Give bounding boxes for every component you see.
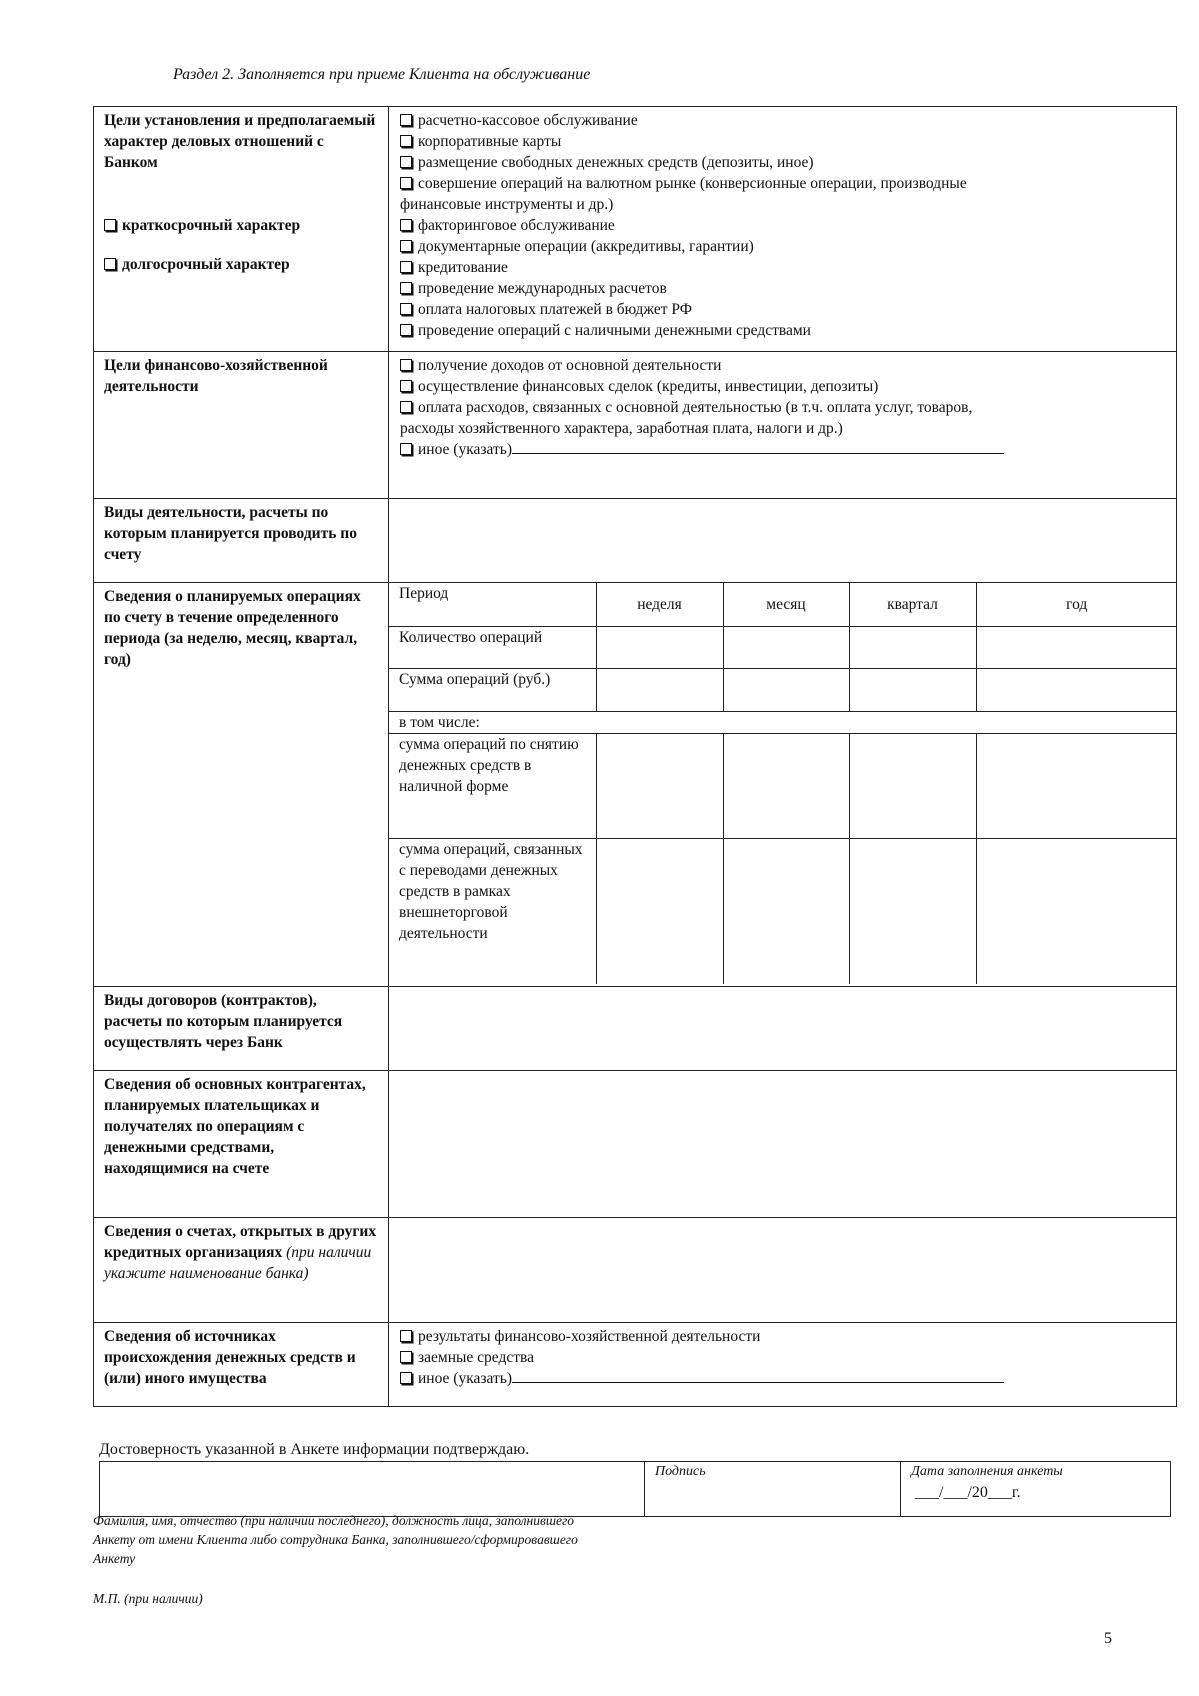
ops-including-row [389, 711, 1177, 733]
period-label: Период [389, 583, 596, 626]
stamp-note: М.П. (при наличии) [93, 1591, 203, 1606]
ops-input-cell[interactable] [596, 838, 723, 984]
contracts-label: Виды договоров (контрактов), расчеты по которым планируется осуществлять через Банк [94, 987, 389, 1071]
date-label: Дата заполнения анкеты [911, 1464, 1063, 1479]
other-accounts-label: Сведения о счетах, открытых в других кредитных организациях [104, 1223, 377, 1261]
sources-option[interactable]: заемные средства [400, 1347, 1166, 1368]
fin-goals-label: Цели финансово-хозяйственной деятельности [94, 352, 389, 499]
ops-header-row [389, 583, 1177, 626]
checkbox-icon[interactable] [400, 282, 412, 294]
row-counterparties [94, 1071, 1177, 1218]
ops-input-cell[interactable] [976, 733, 1177, 838]
goals-option[interactable]: проведение операций с наличными денежными средствами [400, 320, 1166, 341]
date-input-line[interactable]: ___/___/20___г. [915, 1484, 1021, 1501]
confirmation-text: Достоверность указанной в Анкете информации подтверждаю. [99, 1441, 530, 1458]
row-other-accounts [94, 1218, 1177, 1323]
ops-label: Сведения о планируемых операциях по счету в течение определенного периода (за неделю, месяц, квартал, год) [94, 583, 389, 987]
other-accounts-note: (при наличии укажите наименование банка) [104, 1244, 372, 1282]
goals-options-cell [389, 107, 1177, 352]
sum-label: Сумма операций (руб.) [389, 668, 596, 711]
checkbox-icon[interactable] [400, 219, 412, 231]
ops-input-cell[interactable] [849, 733, 976, 838]
questionnaire-table [93, 106, 1177, 1407]
header-quarter: квартал [849, 583, 976, 626]
header-week: неделя [596, 583, 723, 626]
count-label: Количество операций [389, 626, 596, 668]
option-long-term[interactable]: долгосрочный характер [104, 254, 378, 275]
row-operations [94, 583, 1177, 987]
goals-option[interactable]: факторинговое обслуживание [400, 215, 1166, 236]
activities-input-cell[interactable] [389, 499, 1177, 583]
operations-table [389, 583, 1177, 984]
checkbox-icon[interactable] [400, 401, 412, 413]
checkbox-icon[interactable] [104, 219, 116, 231]
ops-input-cell[interactable] [723, 626, 849, 668]
ops-input-cell[interactable] [976, 838, 1177, 984]
ops-foreign-row [389, 838, 1177, 984]
goals-option[interactable]: размещение свободных денежных средств (депозиты, иное) [400, 152, 1166, 173]
date-cell[interactable] [901, 1462, 1171, 1517]
row-fin-goals [94, 352, 1177, 499]
foreign-label: сумма операций, связанных с переводами денежных средств в рамках внешнеторговой деятельности [389, 838, 596, 984]
ops-input-cell[interactable] [596, 733, 723, 838]
fin-goals-option-continued: расходы хозяйственного характера, заработная плата, налоги и др.) [400, 420, 843, 437]
checkbox-icon[interactable] [400, 240, 412, 252]
checkbox-icon[interactable] [400, 1330, 412, 1342]
goals-option[interactable]: документарные операции (аккредитивы, гарантии) [400, 236, 1166, 257]
other-input-line[interactable] [512, 1368, 1004, 1383]
counterparties-label: Сведения об основных контрагентах, планируемых плательщиках и получателях по операциям с денежными средствами, находящимися на счете [94, 1071, 389, 1218]
checkbox-icon[interactable] [400, 443, 412, 455]
ops-input-cell[interactable] [976, 626, 1177, 668]
checkbox-icon[interactable] [104, 258, 116, 270]
goals-option[interactable]: оплата налоговых платежей в бюджет РФ [400, 299, 1166, 320]
goals-option[interactable]: кредитование [400, 257, 1166, 278]
row-activities [94, 499, 1177, 583]
ops-count-row [389, 626, 1177, 668]
ops-sum-row [389, 668, 1177, 711]
sources-option[interactable]: результаты финансово-хозяйственной деятельности [400, 1326, 1166, 1347]
checkbox-icon[interactable] [400, 1372, 412, 1384]
checkbox-icon[interactable] [400, 1351, 412, 1363]
sources-options-cell [389, 1323, 1177, 1407]
signature-cell[interactable] [645, 1462, 901, 1517]
checkbox-icon[interactable] [400, 359, 412, 371]
name-input-cell[interactable] [100, 1462, 645, 1517]
fin-goals-option[interactable]: оплата расходов, связанных с основной деятельностью (в т.ч. оплата услуг, товаров, [400, 397, 1166, 418]
sources-option-other[interactable]: иное (указать) [400, 1368, 1166, 1389]
fin-goals-option-other[interactable]: иное (указать) [400, 439, 1166, 460]
ops-input-cell[interactable] [596, 626, 723, 668]
goals-option[interactable]: расчетно-кассовое обслуживание [400, 110, 1166, 131]
counterparties-input-cell[interactable] [389, 1071, 1177, 1218]
fio-note: Фамилия, имя, отчество (при наличии последнего), должность лица, заполнившего Анкету от имени Клиента либо сотрудника Банка, заполнившего/сформировавшего Анкету [93, 1513, 578, 1566]
option-short-term[interactable]: краткосрочный характер [104, 215, 378, 236]
signature-label: Подпись [655, 1464, 706, 1479]
ops-cash-row [389, 733, 1177, 838]
header-month: месяц [723, 583, 849, 626]
goals-label: Цели установления и предполагаемый характер деловых отношений с Банком [104, 112, 376, 171]
fin-goals-option[interactable]: получение доходов от основной деятельности [400, 355, 1166, 376]
ops-input-cell[interactable] [723, 733, 849, 838]
goals-option[interactable]: корпоративные карты [400, 131, 1166, 152]
row-contracts [94, 987, 1177, 1071]
other-accounts-label-cell [94, 1218, 389, 1323]
goals-option[interactable]: совершение операций на валютном рынке (конверсионные операции, производные [400, 173, 1166, 194]
ops-input-cell[interactable] [596, 668, 723, 711]
cash-label: сумма операций по снятию денежных средств в наличной форме [389, 733, 596, 838]
checkbox-icon[interactable] [400, 261, 412, 273]
signature-table [99, 1461, 1171, 1517]
row-goals [94, 107, 1177, 352]
ops-grid-cell [389, 583, 1177, 987]
ops-input-cell[interactable] [976, 668, 1177, 711]
checkbox-icon[interactable] [400, 380, 412, 392]
ops-input-cell[interactable] [849, 668, 976, 711]
contracts-input-cell[interactable] [389, 987, 1177, 1071]
ops-input-cell[interactable] [849, 626, 976, 668]
checkbox-icon[interactable] [400, 324, 412, 336]
page-number: 5 [1104, 1630, 1112, 1647]
checkbox-icon[interactable] [400, 303, 412, 315]
goals-option-continued: финансовые инструменты и др.) [400, 196, 614, 213]
activities-label: Виды деятельности, расчеты по которым планируется проводить по счету [94, 499, 389, 583]
header-year: год [976, 583, 1177, 626]
ops-input-cell[interactable] [849, 838, 976, 984]
checkbox-icon[interactable] [400, 156, 412, 168]
sources-label: Сведения об источниках происхождения денежных средств и (или) иного имущества [94, 1323, 389, 1407]
checkbox-icon[interactable] [400, 135, 412, 147]
goals-label-cell [94, 107, 389, 352]
fin-goals-options-cell [389, 352, 1177, 499]
other-input-line[interactable] [512, 439, 1004, 454]
checkbox-icon[interactable] [400, 177, 412, 189]
checkbox-icon[interactable] [400, 114, 412, 126]
fin-goals-option[interactable]: осуществление финансовых сделок (кредиты, инвестиции, депозиты) [400, 376, 1166, 397]
including-label: в том числе: [389, 711, 1177, 733]
section-title: Раздел 2. Заполняется при приеме Клиента на обслуживание [173, 66, 591, 83]
ops-input-cell[interactable] [723, 838, 849, 984]
ops-input-cell[interactable] [723, 668, 849, 711]
row-sources [94, 1323, 1177, 1407]
goals-option[interactable]: проведение международных расчетов [400, 278, 1166, 299]
other-accounts-input-cell[interactable] [389, 1218, 1177, 1323]
